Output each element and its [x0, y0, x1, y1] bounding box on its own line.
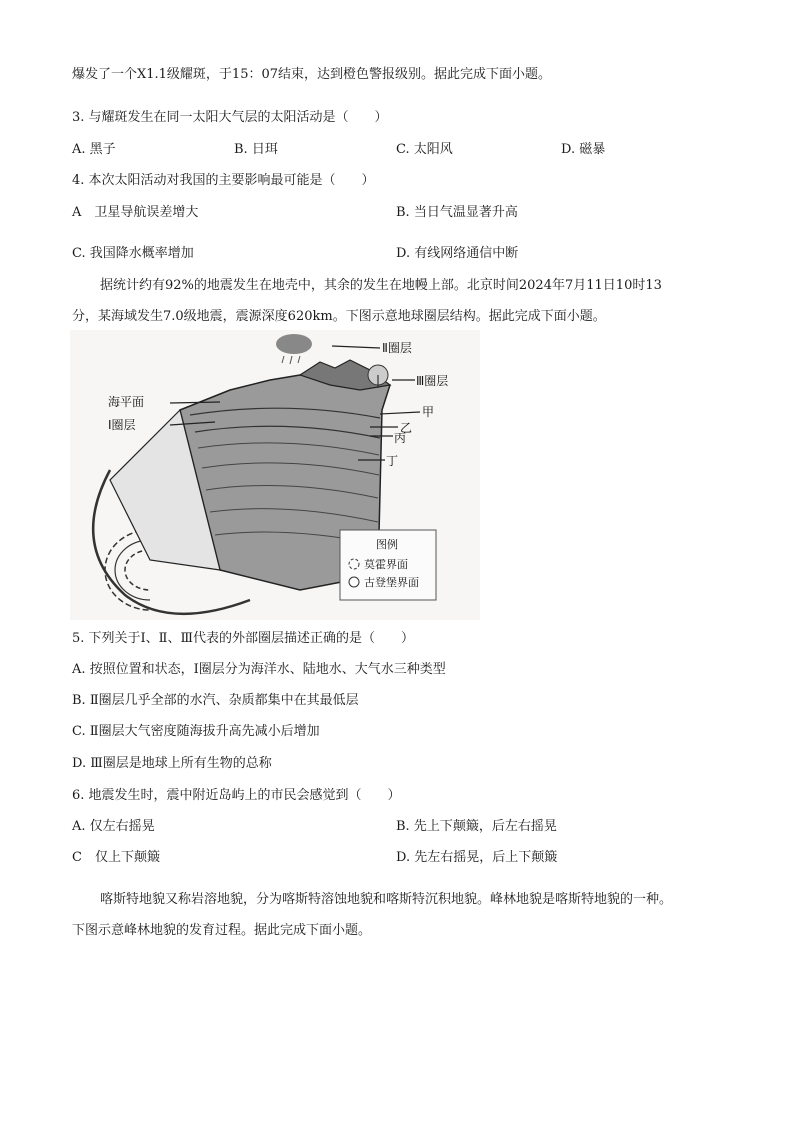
- figure-label-ii: Ⅱ圈层: [382, 341, 412, 355]
- question-3-option-a[interactable]: A. 黑子: [72, 142, 116, 157]
- passage-2-line-2: 分，某海域发生7.0级地震，震源深度620km。下图示意地球圈层结构。据此完成下面小题。: [72, 309, 606, 324]
- question-5-stem: 5. 下列关于Ⅰ、Ⅱ、Ⅲ代表的外部圈层描述正确的是（ ）: [72, 631, 415, 646]
- passage-3-line-2: 下图示意峰林地貌的发育过程。据此完成下面小题。: [72, 923, 372, 938]
- figure-label-iii: Ⅲ圈层: [416, 374, 449, 388]
- question-5-option-d[interactable]: D. Ⅲ圈层是地球上所有生物的总称: [72, 756, 272, 771]
- question-3-option-b[interactable]: B. 日珥: [234, 142, 278, 157]
- question-4-option-c[interactable]: C. 我国降水概率增加: [72, 246, 194, 261]
- intro-tail-text: 爆发了一个X1.1级耀斑，于15：07结束，达到橙色警报级别。据此完成下面小题。: [72, 67, 552, 82]
- legend-moho-label: 莫霍界面: [364, 558, 408, 571]
- earth-layers-figure: [70, 330, 480, 620]
- figure-label-jia: 甲: [422, 405, 435, 419]
- question-3-option-c[interactable]: C. 太阳风: [396, 142, 453, 157]
- passage-2-line-1: 据统计约有92%的地震发生在地壳中，其余的发生在地幔上部。北京时间2024年7月11日10时13: [100, 278, 662, 293]
- figure-label-yi: 乙: [400, 421, 413, 435]
- figure-label-sea-level: 海平面: [108, 395, 145, 409]
- question-4-option-b[interactable]: B. 当日气温显著升高: [396, 205, 518, 220]
- legend-gutenberg-label: 古登堡界面: [364, 576, 419, 589]
- question-6-option-c[interactable]: C 仅上下颠簸: [72, 850, 160, 865]
- figure-label-i: Ⅰ圈层: [108, 418, 136, 432]
- question-4-option-a[interactable]: A 卫星导航误差增大: [72, 205, 199, 220]
- question-4-option-d[interactable]: D. 有线网络通信中断: [396, 246, 519, 261]
- question-6-option-a[interactable]: A. 仅左右摇晃: [72, 819, 155, 834]
- legend-title: 图例: [376, 538, 398, 551]
- question-5-option-a[interactable]: A. 按照位置和状态，Ⅰ圈层分为海洋水、陆地水、大气水三种类型: [72, 662, 446, 677]
- question-6-option-b[interactable]: B. 先上下颠簸，后左右摇晃: [396, 819, 557, 834]
- question-3-option-d[interactable]: D. 磁暴: [561, 142, 606, 157]
- question-5-option-b[interactable]: B. Ⅱ圈层几乎全部的水汽、杂质都集中在其最低层: [72, 693, 359, 708]
- figure-label-bing: 丙: [394, 431, 407, 445]
- question-6-option-d[interactable]: D. 先左右摇晃，后上下颠簸: [396, 850, 558, 865]
- figure-legend: [340, 530, 436, 600]
- passage-3-line-1: 喀斯特地貌又称岩溶地貌，分为喀斯特溶蚀地貌和喀斯特沉积地貌。峰林地貌是喀斯特地貌的一种。: [100, 892, 673, 907]
- question-5-option-c[interactable]: C. Ⅱ圈层大气密度随海拔升高先减小后增加: [72, 724, 320, 739]
- figure-label-ding: 丁: [386, 454, 399, 468]
- question-3-stem: 3. 与耀斑发生在同一太阳大气层的太阳活动是（ ）: [72, 110, 388, 125]
- question-6-stem: 6. 地震发生时，震中附近岛屿上的市民会感觉到（ ）: [72, 788, 401, 803]
- question-4-stem: 4. 本次太阳活动对我国的主要影响最可能是（ ）: [72, 173, 375, 188]
